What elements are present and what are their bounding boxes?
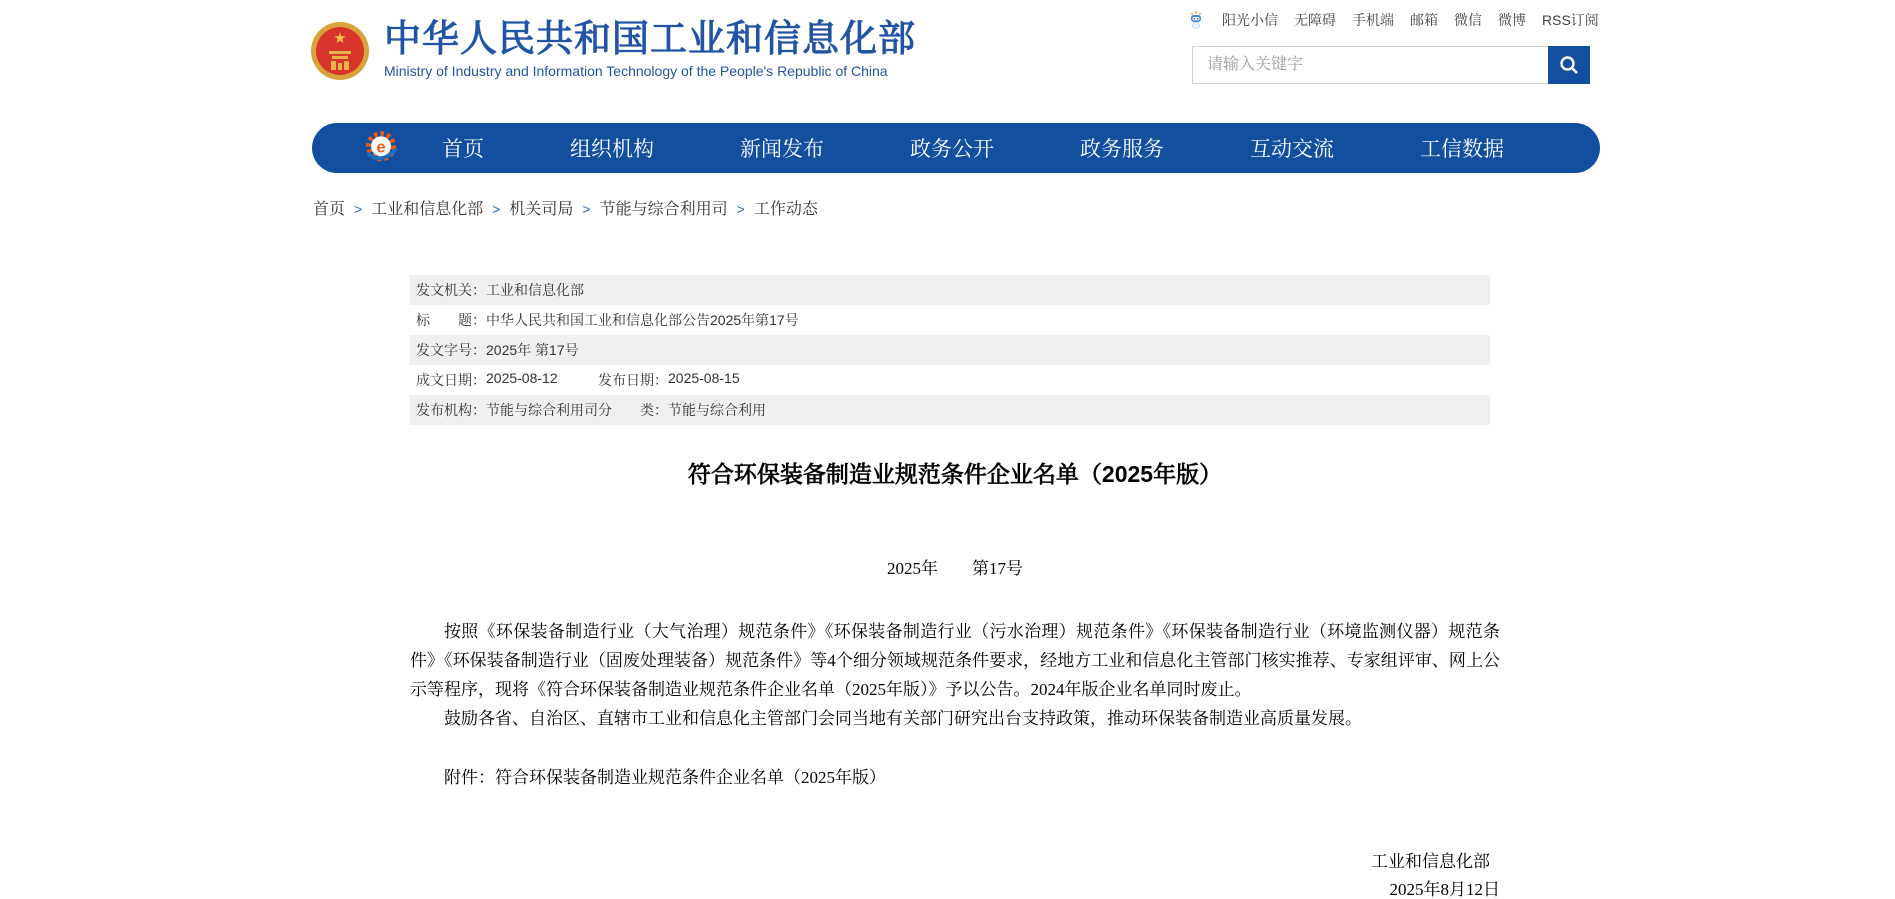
meta-label: 标 题： (416, 312, 486, 328)
search-box (1192, 46, 1590, 84)
meta-label: 发布机构： (416, 402, 486, 418)
top-link-accessibility[interactable]: 无障碍 (1294, 12, 1336, 28)
search-input[interactable] (1192, 46, 1548, 84)
meta-label: 发文字号： (416, 342, 486, 358)
meta-value: 2025-08-12 (486, 370, 558, 386)
meta-label: 发文机关： (416, 282, 486, 298)
main-nav (312, 123, 1600, 173)
sunshine-robot-icon (1186, 10, 1206, 30)
breadcrumb-departments[interactable]: 机关司局 (509, 201, 574, 218)
meta-row-publisher (410, 395, 1490, 425)
meta-row-title (410, 305, 1490, 335)
top-links (1186, 10, 1599, 30)
meta-value: 节能与综合利用司 (486, 402, 598, 418)
breadcrumb-work-updates[interactable]: 工作动态 (753, 201, 818, 218)
meta-value: 2025-08-15 (668, 370, 740, 386)
top-link-mobile[interactable]: 手机端 (1352, 12, 1394, 28)
nav-item-interaction[interactable]: 互动交流 (1250, 138, 1334, 161)
site-title: 中华人民共和国工业和信息化部 (384, 18, 916, 59)
meta-label: 分 类： (598, 402, 668, 418)
meta-label: 发布日期： (598, 372, 668, 388)
breadcrumb-separator: > (354, 201, 363, 217)
meta-row-doc-number (410, 335, 1490, 365)
breadcrumb-miit[interactable]: 工业和信息化部 (371, 201, 484, 218)
meta-value: 2025年 第17号 (486, 342, 579, 358)
meta-value: 工业和信息化部 (486, 282, 584, 298)
nav-item-home[interactable]: 首页 (442, 138, 484, 161)
top-link-mail[interactable]: 邮箱 (1410, 12, 1438, 28)
article-title: 符合环保装备制造业规范条件企业名单（2025年版） (687, 461, 1223, 487)
nav-item-news[interactable]: 新闻发布 (740, 138, 824, 161)
top-link-rss[interactable]: RSS订阅 (1542, 12, 1599, 28)
meta-value: 中华人民共和国工业和信息化部公告2025年第17号 (486, 312, 799, 328)
signature-date: 2025年8月12日 (1389, 880, 1500, 899)
svg-text:e: e (376, 138, 386, 157)
nav-item-organization[interactable]: 组织机构 (570, 138, 654, 161)
attachment-link[interactable]: 附件：符合环保装备制造业规范条件企业名单（2025年版） (444, 768, 886, 787)
top-link-weibo[interactable]: 微博 (1498, 12, 1526, 28)
issue-number: 2025年 第17号 (887, 559, 1023, 578)
meta-row-dates (410, 365, 1490, 395)
breadcrumb (313, 196, 818, 219)
nav-item-gov-disclosure[interactable]: 政务公开 (910, 138, 994, 161)
meta-value: 节能与综合利用 (668, 402, 766, 418)
breadcrumb-separator: > (736, 201, 745, 217)
breadcrumb-energy-dept[interactable]: 节能与综合利用司 (599, 201, 728, 218)
top-link-wechat[interactable]: 微信 (1454, 12, 1482, 28)
signature-block (410, 848, 1500, 899)
document (410, 275, 1500, 899)
nav-item-gov-services[interactable]: 政务服务 (1080, 138, 1164, 161)
breadcrumb-separator: > (492, 201, 501, 217)
search-icon (1558, 54, 1580, 76)
top-link-sunshine[interactable]: 阳光小信 (1222, 12, 1278, 28)
signature-org: 工业和信息化部 (1371, 852, 1490, 871)
doc-meta-table (410, 275, 1490, 425)
breadcrumb-separator: > (582, 201, 591, 217)
miit-logo-icon (362, 129, 400, 167)
article-body (410, 617, 1500, 733)
site-subtitle: Ministry of Industry and Information Technology of the People's Republic of China (384, 63, 888, 79)
meta-row-issuing-agency (410, 275, 1490, 305)
national-emblem-icon (310, 21, 370, 81)
search-button[interactable] (1548, 46, 1590, 84)
breadcrumb-home[interactable]: 首页 (313, 201, 346, 218)
svg-text:★: ★ (333, 30, 347, 47)
meta-label: 成文日期： (416, 372, 486, 388)
article-paragraph: 鼓励各省、自治区、直辖市工业和信息化主管部门会同当地有关部门研究出台支持政策，推动环保装备制造业高质量发展。 (444, 709, 1362, 728)
article-paragraph: 按照《环保装备制造行业（大气治理）规范条件》《环保装备制造行业（污水治理）规范条件》《环保装备制造行业（环境监测仪器）规范条件》《环保装备制造行业（固废处理装备）规范条件》等4个细分领域规范条件要求，经地方工业和信息化主管部门核实推荐、专家组评审、网上公示等程序，现将《符合环保装备制造业规范条件企业名单（2025年版）》予以公告。2024年版企业名单同时废止。 (410, 622, 1500, 699)
nav-item-data[interactable]: 工信数据 (1420, 138, 1504, 161)
header-logo-area (310, 18, 916, 81)
